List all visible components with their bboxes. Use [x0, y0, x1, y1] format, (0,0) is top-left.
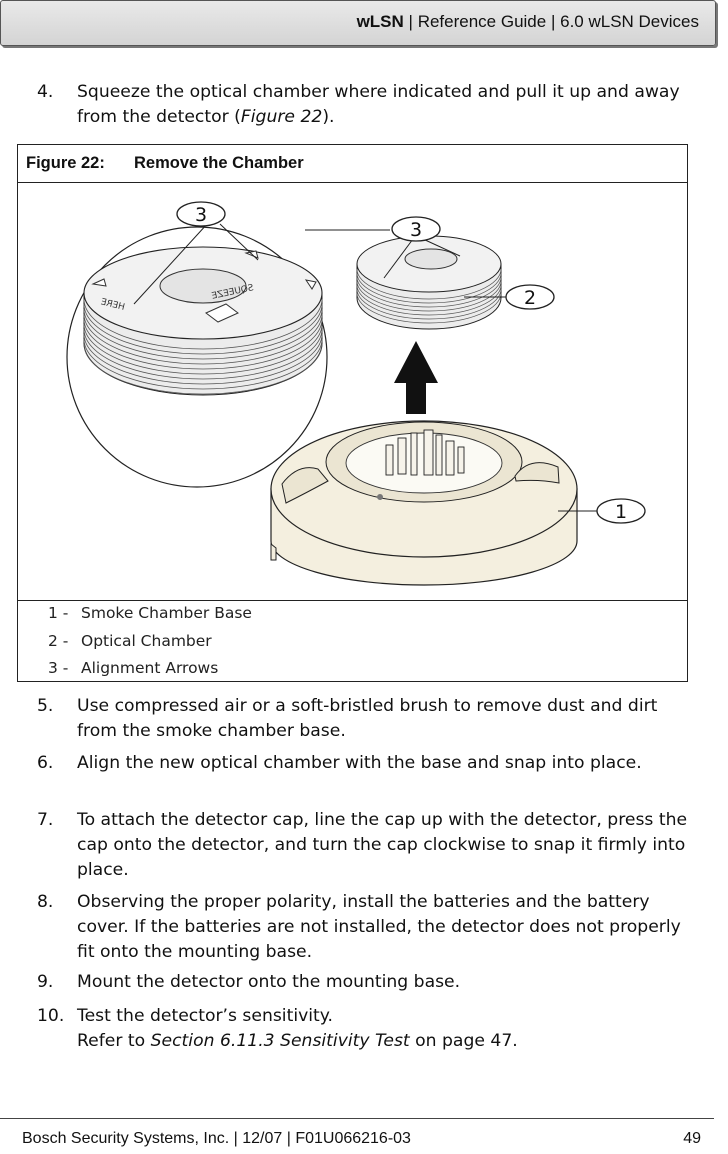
legend-number: 2 - [48, 632, 69, 650]
step-number: 8. [37, 892, 54, 912]
step-number: 4. [37, 82, 54, 102]
page-number: 49 [683, 1130, 701, 1147]
figure-title-row [18, 145, 687, 183]
figure-illustration [18, 183, 687, 600]
step-text: Mount the detector onto the mounting base. [77, 972, 461, 992]
step-number: 9. [37, 972, 54, 992]
header-guide: Reference Guide [417, 12, 547, 31]
squeeze-label: SQUEEZE [210, 283, 255, 302]
step-text: Use compressed air or a soft-bristled brush to remove dust and dirt from the smoke chamber base. [77, 696, 658, 741]
header-section: 6.0 wLSN Devices [560, 12, 699, 31]
step-number: 7. [37, 810, 54, 830]
step-text: Align the new optical chamber with the base and snap into place. [77, 753, 642, 773]
legend-text: Smoke Chamber Base [81, 604, 252, 622]
figure-title: Remove the Chamber [134, 154, 304, 172]
running-header [0, 0, 716, 46]
header-text [357, 12, 699, 32]
footer-divider [0, 1118, 714, 1119]
legend-item [48, 604, 252, 622]
callout-3-small [392, 217, 440, 241]
step-number: 6. [37, 753, 54, 773]
step-text-body: Squeeze the optical chamber where indicated and pull it up and away from the detector ( [77, 82, 680, 127]
step-6 [37, 751, 697, 776]
step-number: 5. [37, 696, 54, 716]
header-sep: | [550, 12, 556, 31]
legend-text: Alignment Arrows [81, 659, 219, 677]
callout-3-small-label: 3 [409, 219, 423, 241]
here-label: HERE [99, 297, 126, 313]
step-4 [37, 80, 697, 130]
step-5 [37, 694, 697, 744]
step-text-line1: Test the detector’s sensitivity. [77, 1006, 333, 1026]
step-text-tail: ). [322, 107, 335, 127]
callout-1 [597, 499, 645, 523]
figure-legend [18, 600, 687, 683]
legend-text: Optical Chamber [81, 632, 212, 650]
legend-item [48, 659, 218, 677]
callout-3-large-label: 3 [194, 204, 208, 226]
step-text [77, 80, 697, 130]
step-text [77, 1004, 697, 1054]
detector-illustration [18, 183, 689, 600]
up-arrow-icon [394, 341, 438, 414]
callout-1-label: 1 [614, 501, 628, 523]
callout-3-large [177, 202, 225, 226]
callout-2-label: 2 [523, 287, 537, 309]
legend-number: 3 - [48, 659, 69, 677]
figure-label: Figure 22: [26, 154, 105, 172]
step-text-prefix: Refer to [77, 1031, 151, 1051]
step-number: 10. [37, 1006, 65, 1026]
step-text: Observing the proper polarity, install the batteries and the battery cover. If the batteries are not installed, the detector does not properly fit onto the mounting base. [77, 892, 681, 962]
step-8 [37, 890, 697, 965]
large-optical-chamber [84, 223, 322, 395]
step-text: To attach the detector cap, line the cap up with the detector, press the cap onto the detector, and turn the cap clockwise to snap it firmly into place. [77, 810, 688, 880]
step-7 [37, 808, 697, 883]
figure-22 [17, 144, 688, 682]
footer-publisher: Bosch Security Systems, Inc. | 12/07 | F01U066216-03 [22, 1130, 411, 1147]
figure-reference-link[interactable]: Figure 22 [240, 107, 323, 127]
header-product: wLSN [356, 12, 404, 31]
header-sep: | [408, 12, 413, 31]
small-optical-chamber [357, 236, 501, 329]
step-text-suffix: on page 47. [409, 1031, 518, 1051]
legend-number: 1 - [48, 604, 69, 622]
section-reference-link[interactable]: Section 6.11.3 Sensitivity Test [150, 1031, 410, 1051]
step-9 [37, 970, 697, 995]
step-10 [37, 1004, 697, 1054]
legend-item [48, 632, 212, 650]
smoke-chamber-base [271, 421, 597, 585]
